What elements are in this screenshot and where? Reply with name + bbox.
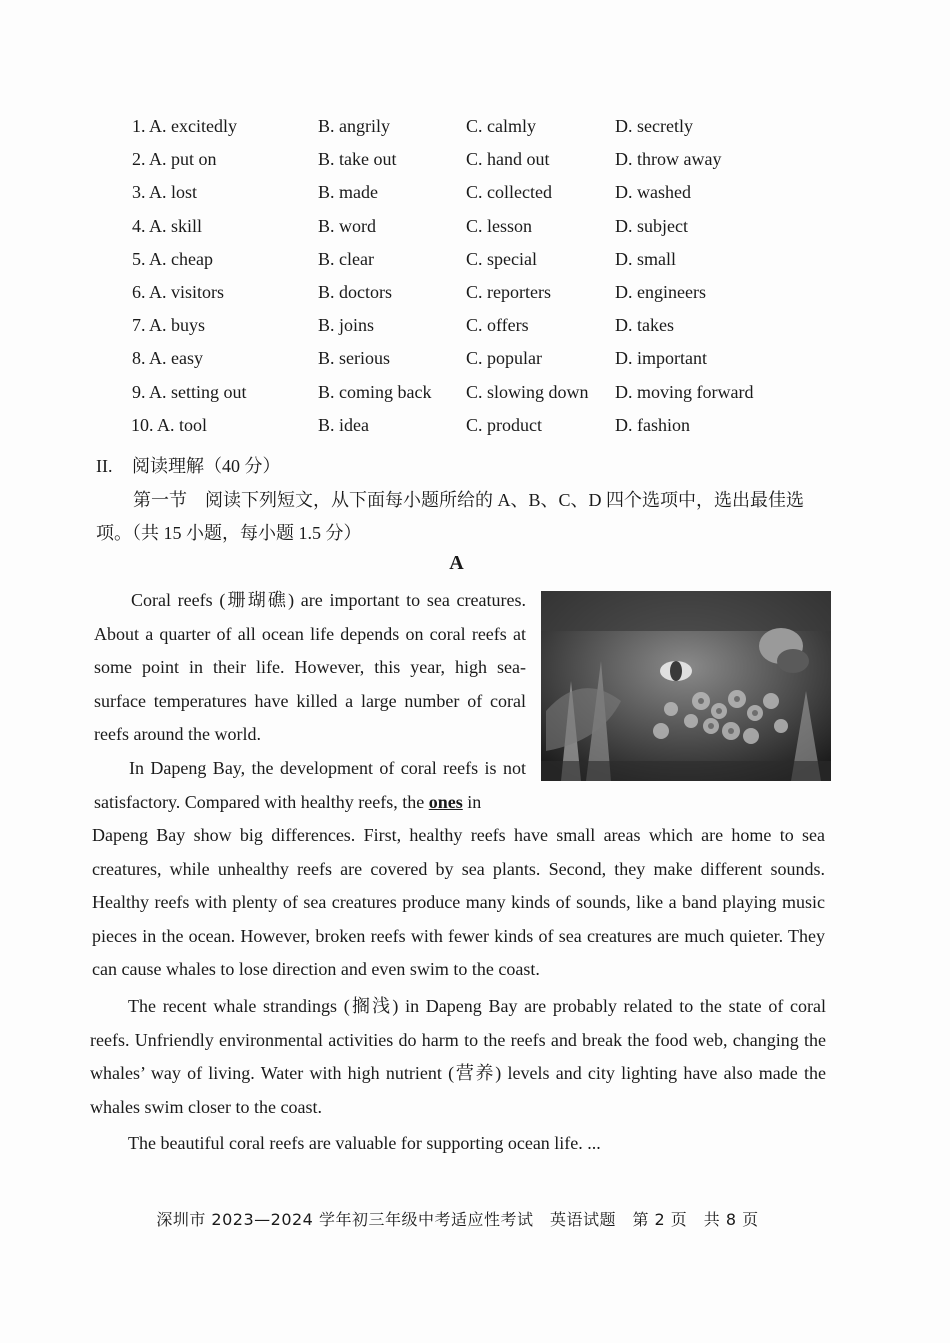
question-row: [132, 110, 832, 143]
option-c: C. lesson: [466, 215, 533, 236]
section-instructions: 第一节 阅读下列短文，从下面每小题所给的 A、B、C、D 四个选项中，选出最佳选项。（共 15 小题，每小题 1.5 分）: [96, 490, 805, 543]
option-d: D. important: [615, 348, 707, 369]
paragraph-3: The recent whale strandings (搁浅) in Dapeng Bay are probably related to the state of coral reefs. Unfriendly environmental activities do harm to the reefs and break the food web, changing the whales’ way of living. Water with high nutrient (营养) levels and city lighting have also made the whales swim closer to the coast.: [90, 996, 826, 1117]
paragraph-1: Coral reefs (珊瑚礁) are important to sea creatures. About a quarter of all ocean life depends on coral reefs at some point in their life. However, this year, high sea-surface temperatures have killed a large number of coral reefs around the world.: [94, 590, 526, 745]
option-d: D. throw away: [615, 149, 722, 170]
question-row: [132, 409, 832, 442]
section-number: II.: [96, 456, 113, 476]
option-d: D. washed: [615, 182, 691, 203]
option-b: B. serious: [318, 348, 390, 369]
option-b: B. take out: [318, 149, 397, 170]
option-c: C. slowing down: [466, 381, 589, 402]
option-d: D. small: [615, 248, 676, 269]
paragraph-4: The beautiful coral reefs are valuable for supporting ocean life. ...: [128, 1133, 601, 1153]
passage-label: A: [449, 552, 464, 574]
option-a: 9. A. setting out: [132, 381, 247, 402]
option-a: 1. A. excitedly: [132, 116, 237, 136]
coral-reef-image: [541, 591, 831, 781]
paragraph-2-text: In Dapeng Bay, the development of coral reefs is not satisfactory. Compared with healthy reefs, the: [94, 758, 526, 812]
coral-reef-photo: [541, 591, 831, 781]
option-a: 6. A. visitors: [132, 281, 225, 302]
paragraph-2-text-end: in: [462, 791, 482, 812]
option-d: D. engineers: [615, 281, 706, 302]
option-b: B. coming back: [318, 381, 432, 402]
option-b: B. word: [318, 215, 376, 236]
option-c: C. product: [466, 414, 542, 435]
question-row: [132, 309, 832, 342]
option-b: B. clear: [318, 248, 374, 269]
page-footer: 深圳市 2023—2024 学年初三年级中考适应性考试 英语试题 第 2 页 共 8 页: [156, 1210, 759, 1229]
underlined-word-ones: ones: [428, 791, 463, 812]
section-title: 阅读理解（40 分）: [132, 456, 281, 476]
option-a: 3. A. lost: [132, 182, 198, 203]
option-c: C. special: [466, 248, 537, 269]
question-row: [132, 276, 832, 309]
option-a: 2. A. put on: [132, 149, 217, 170]
option-a: 5. A. cheap: [132, 248, 213, 269]
section-heading: [96, 452, 281, 478]
cloze-options: [132, 110, 832, 442]
question-row: [132, 210, 832, 243]
option-b: B. angrily: [318, 116, 390, 136]
option-c: C. hand out: [466, 149, 550, 170]
option-c: C. offers: [466, 315, 529, 336]
option-d: D. moving forward: [615, 381, 754, 402]
option-a: 7. A. buys: [132, 315, 206, 336]
option-d: D. fashion: [615, 414, 690, 435]
option-a: 10. A. tool: [131, 414, 208, 435]
option-c: C. collected: [466, 182, 552, 203]
question-row: [132, 342, 832, 375]
option-b: B. idea: [318, 414, 369, 435]
question-row: [132, 243, 832, 276]
option-d: D. subject: [615, 215, 688, 236]
option-b: B. doctors: [318, 281, 392, 302]
question-row: [132, 176, 832, 209]
question-row: [132, 376, 832, 409]
option-c: C. calmly: [466, 116, 536, 136]
option-a: 8. A. easy: [132, 348, 203, 369]
option-b: B. made: [318, 182, 378, 203]
question-row: [132, 143, 832, 176]
paragraph-2-continued: Dapeng Bay show big differences. First, healthy reefs have small areas which are home to sea creatures, while unhealthy reefs are covered by sea plants. Second, they make different sounds. Healthy reefs with plenty of sea creatures produce many kinds of sounds, like a band playing music pieces in the ocean. However, broken reefs with fewer kinds of sea creatures are much quieter. They can cause whales to lose direction and even swim to the coast.: [92, 825, 825, 980]
option-c: C. reporters: [466, 281, 551, 302]
paragraph-2-start: [94, 752, 526, 819]
option-d: D. takes: [615, 315, 674, 336]
option-a: 4. A. skill: [132, 215, 203, 236]
option-b: B. joins: [318, 315, 375, 336]
option-d: D. secretly: [615, 116, 693, 136]
option-c: C. popular: [466, 348, 542, 369]
